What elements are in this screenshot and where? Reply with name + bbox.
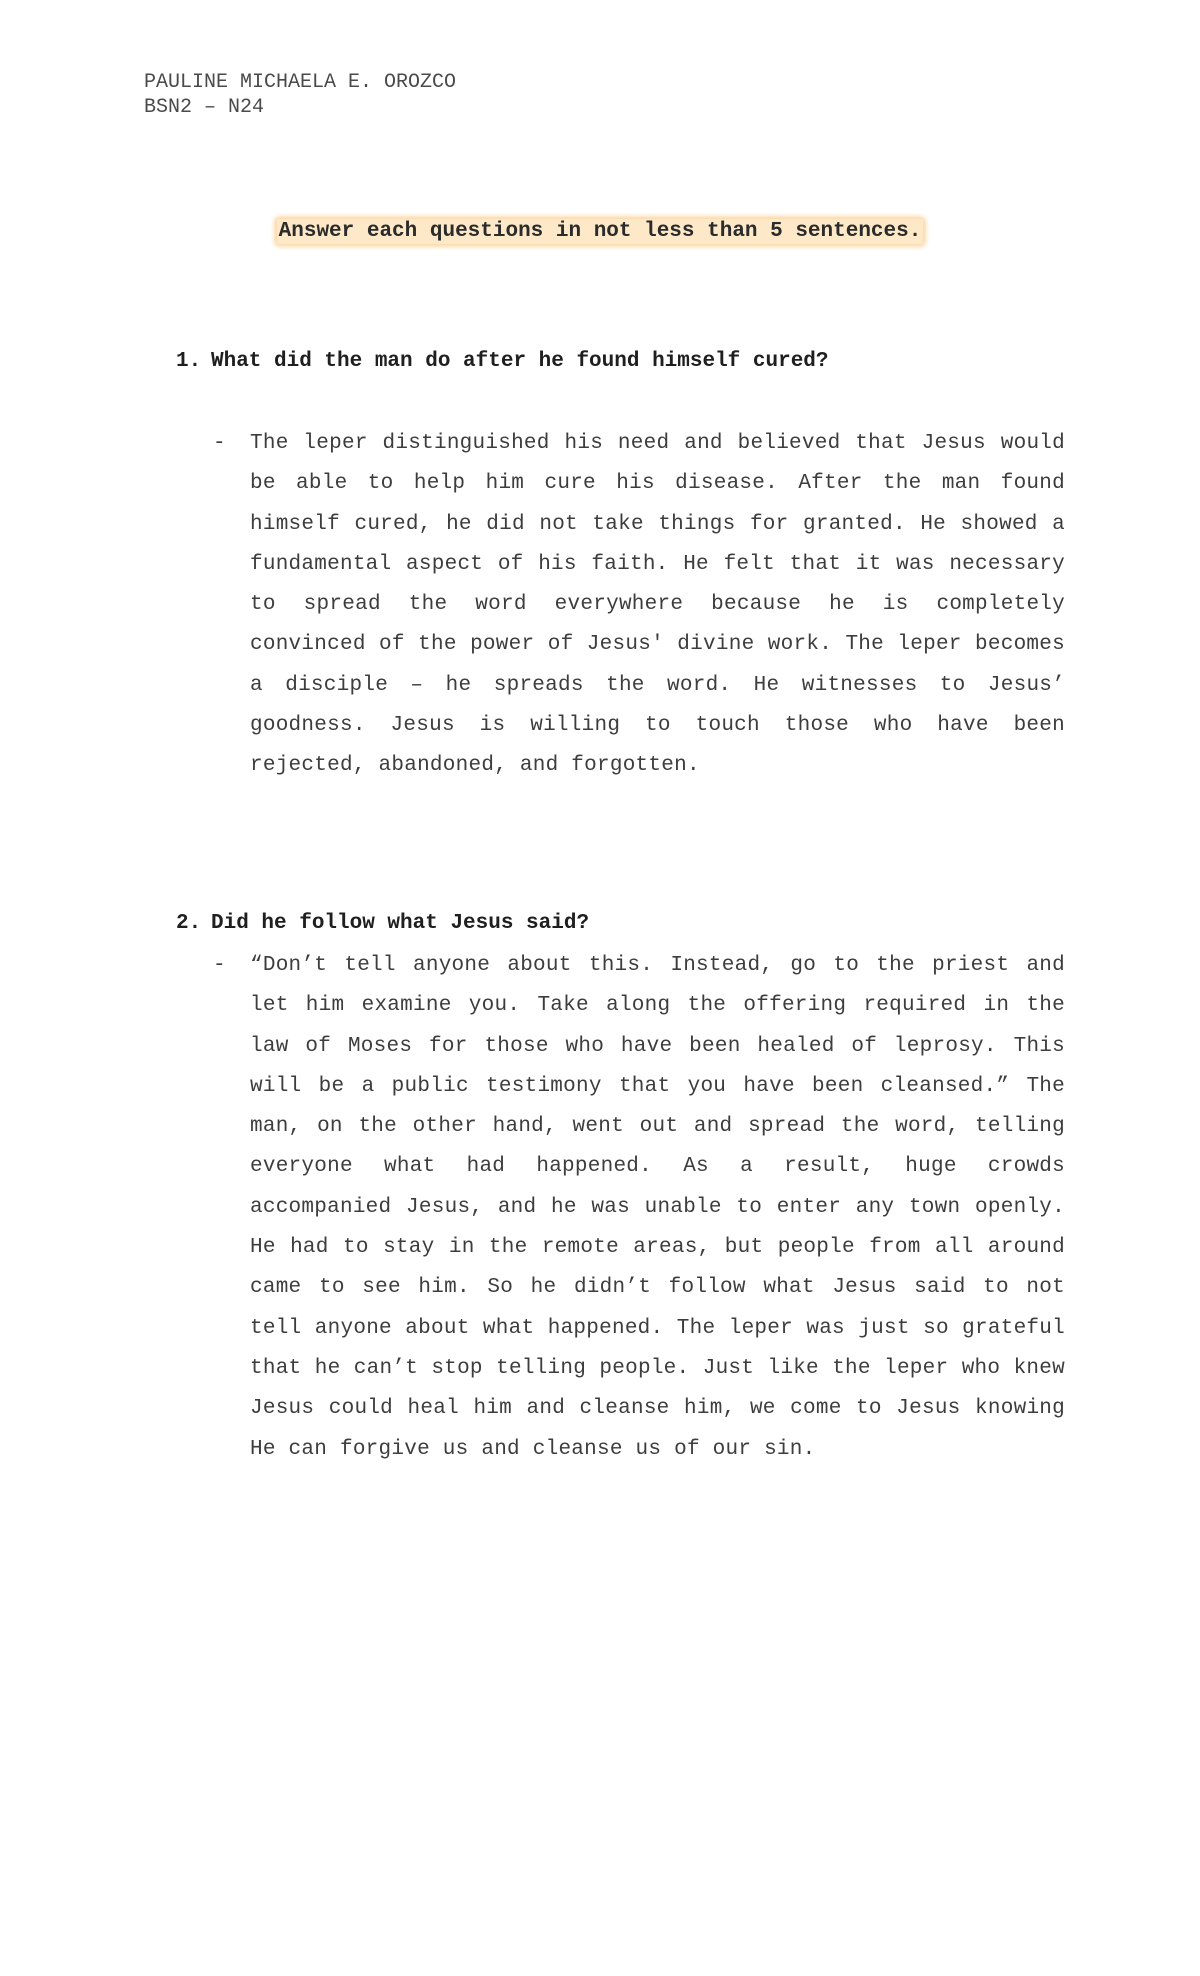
question-1 [176, 348, 829, 376]
instruction-highlight: Answer each questions in not less than 5 sentences. [278, 220, 922, 243]
answer-1 [213, 424, 1065, 787]
student-section: BSN2 – N24 [144, 96, 265, 119]
question-text: Did he follow what Jesus said? [211, 912, 590, 935]
question-text: What did the man do after he found himself cured? [211, 350, 829, 373]
answer-text: “Don’t tell anyone about this. Instead, go to the priest and let him examine you. Take along the offering required in the law of Moses for those who have been healed of leprosy. This will be a public testimony that you have been cleansed.” The man, on the other hand, went out and spread the word, telling everyone what had happened. As a result, huge crowds accompanied Jesus, and he was unable to enter any town openly. He had to stay in the remote areas, but people from all around came to see him. So he didn’t follow what Jesus said to not tell anyone about what happened. The leper was just so grateful that he can’t stop telling people. Just like the leper who knew Jesus could heal him and cleanse him, we come to Jesus knowing He can forgive us and cleanse us of our sin. [250, 954, 1065, 1461]
question-number: 1. [176, 350, 202, 373]
question-2 [176, 910, 589, 938]
answer-2 [213, 946, 1065, 1470]
instruction-line [0, 220, 1200, 243]
answer-text: The leper distinguished his need and believed that Jesus would be able to help him cure his disease. After the man found himself cured, he did not take things for granted. He showed a fundamental aspect of his faith. He felt that it was necessary to spread the word everywhere because he is completely convinced of the power of Jesus' divine work. The leper becomes a disciple – he spreads the word. He witnesses to Jesus’ goodness. Jesus is willing to touch those who have been rejected, abandoned, and forgotten. [250, 432, 1065, 778]
bullet-dash: - [213, 954, 226, 977]
bullet-dash: - [213, 432, 226, 455]
question-number: 2. [176, 912, 202, 935]
student-name: PAULINE MICHAELA E. OROZCO [144, 71, 457, 94]
document-header [144, 70, 456, 120]
